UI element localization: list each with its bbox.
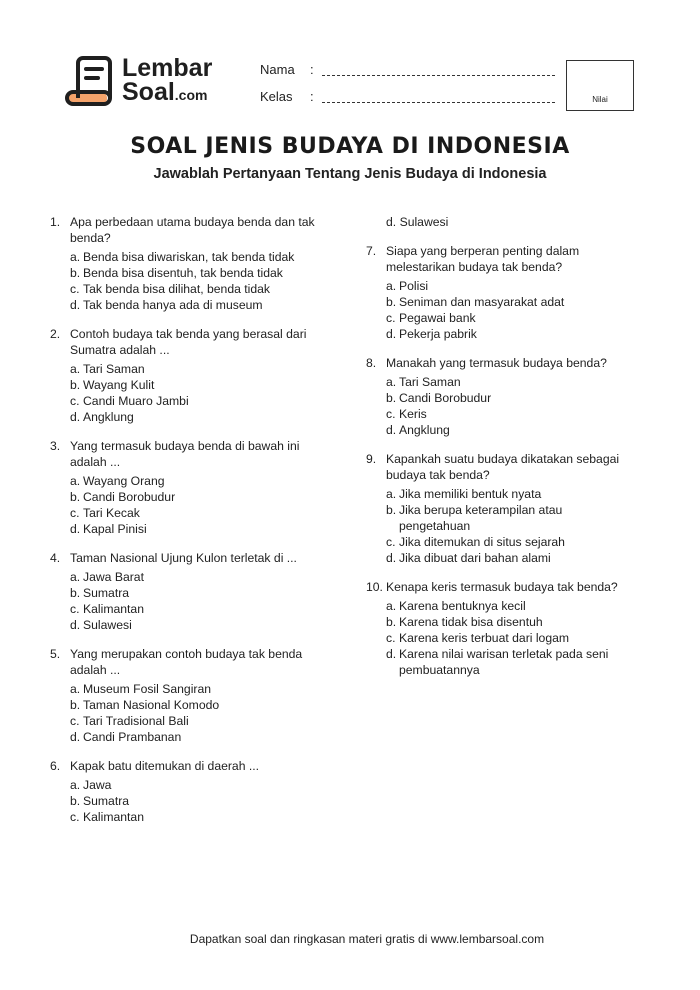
answer-option[interactable]: [70, 793, 320, 809]
option-text: Angklung: [83, 410, 134, 424]
answer-option[interactable]: [386, 326, 631, 342]
question-stem: [50, 646, 320, 678]
answer-option[interactable]: [70, 265, 320, 281]
option-letter: c.: [70, 506, 80, 520]
answer-option[interactable]: [70, 489, 320, 505]
answer-option[interactable]: [386, 550, 631, 566]
answer-options: [70, 777, 320, 825]
answer-option[interactable]: [70, 713, 320, 729]
option-letter: a.: [386, 375, 397, 389]
answer-option[interactable]: [386, 598, 631, 614]
question-number: 10.: [366, 580, 383, 594]
question-number: 1.: [50, 215, 61, 229]
option-letter: a.: [386, 279, 397, 293]
option-text: Pekerja pabrik: [399, 327, 477, 341]
option-letter: a.: [386, 599, 397, 613]
question-text: Taman Nasional Ujung Kulon terletak di ...: [70, 551, 297, 565]
option-letter: b.: [70, 586, 81, 600]
option-text: Angklung: [399, 423, 450, 437]
answer-option[interactable]: [386, 390, 631, 406]
answer-options: [386, 374, 631, 438]
option-text: Sulawesi: [83, 618, 132, 632]
option-text: Benda bisa disentuh, tak benda tidak: [83, 266, 283, 280]
question-stem: [50, 550, 320, 566]
question-number: 9.: [366, 452, 377, 466]
answer-options: [386, 278, 631, 342]
option-text: Jika dibuat dari bahan alami: [399, 551, 551, 565]
option-text: Tak benda bisa dilihat, benda tidak: [83, 282, 271, 296]
option-text: Jika ditemukan di situs sejarah: [399, 535, 565, 549]
question-number: 8.: [366, 356, 377, 370]
lembarsoal-logo: [64, 54, 224, 110]
option-text: Benda bisa diwariskan, tak benda tidak: [83, 250, 295, 264]
option-text: Karena bentuknya kecil: [399, 599, 526, 613]
student-info-fields: [260, 62, 555, 116]
answer-option[interactable]: [386, 534, 631, 550]
question-item: [50, 758, 320, 825]
option-letter: d.: [386, 551, 397, 565]
question-text: Apa perbedaan utama budaya benda dan tak benda?: [70, 215, 315, 245]
question-item: [50, 214, 320, 313]
option-text: Tari Kecak: [83, 506, 140, 520]
question-text: Kapak batu ditemukan di daerah ...: [70, 759, 260, 773]
option-letter: d.: [70, 410, 81, 424]
answer-option[interactable]: [386, 310, 631, 326]
option-text: Wayang Orang: [83, 474, 165, 488]
answer-option[interactable]: [70, 777, 320, 793]
option-text: Polisi: [399, 279, 429, 293]
question-stem: [366, 243, 631, 275]
page-title: SOAL JENIS BUDAYA DI INDONESIA: [130, 134, 570, 159]
option-text: Kalimantan: [83, 810, 144, 824]
logo-wordmark: [122, 56, 212, 107]
questions-right-column: [366, 214, 631, 691]
question-stem: [50, 758, 320, 774]
question-item: [50, 326, 320, 425]
option-letter: b.: [386, 615, 397, 629]
answer-option[interactable]: [386, 630, 631, 646]
option-text: Keris: [399, 407, 427, 421]
option-letter: c.: [70, 282, 80, 296]
option-letter: b.: [70, 266, 81, 280]
option-text: Jika memiliki bentuk nyata: [399, 487, 542, 501]
option-text: Tak benda hanya ada di museum: [83, 298, 263, 312]
option-letter: a.: [386, 487, 397, 501]
option-letter: b.: [386, 503, 397, 517]
answer-option[interactable]: [386, 502, 631, 534]
answer-option[interactable]: [70, 601, 320, 617]
option-text: Pegawai bank: [399, 311, 476, 325]
question-text: Yang termasuk budaya benda di bawah ini adalah ...: [70, 439, 300, 469]
answer-option[interactable]: [70, 473, 320, 489]
option-letter: b.: [70, 490, 81, 504]
answer-option[interactable]: [70, 377, 320, 393]
question-stem: [50, 438, 320, 470]
answer-options: [70, 249, 320, 313]
answer-options: [386, 598, 631, 678]
question-item: [366, 243, 631, 342]
class-colon: :: [310, 89, 314, 104]
option-text: Tari Tradisional Bali: [83, 714, 189, 728]
question-text: Siapa yang berperan penting dalam melestarikan budaya tak benda?: [386, 244, 580, 274]
option-text: Karena keris terbuat dari logam: [399, 631, 570, 645]
option-text: Karena nilai warisan terletak pada seni pembuatannya: [399, 647, 609, 677]
answer-option[interactable]: [70, 569, 320, 585]
option-text: Tari Saman: [399, 375, 461, 389]
option-letter: a.: [70, 474, 81, 488]
option-text: Karena tidak bisa disentuh: [399, 615, 543, 629]
option-text: Museum Fosil Sangiran: [83, 682, 212, 696]
option-letter: d.: [386, 647, 397, 661]
answer-option[interactable]: [70, 281, 320, 297]
answer-option[interactable]: [70, 585, 320, 601]
answer-option[interactable]: [70, 521, 320, 537]
question-item: [50, 646, 320, 745]
option-letter: b.: [386, 391, 397, 405]
question-text: Contoh budaya tak benda yang berasal dari Sumatra adalah ...: [70, 327, 307, 357]
question-stem: [366, 579, 631, 595]
option-letter: a.: [70, 250, 81, 264]
option-text: Candi Prambanan: [83, 730, 182, 744]
name-blank-line[interactable]: [322, 75, 555, 76]
logo-line1: Lembar: [122, 54, 213, 82]
option-letter: d.: [386, 327, 397, 341]
option-text: Candi Muaro Jambi: [83, 394, 189, 408]
question-text: Kenapa keris termasuk budaya tak benda?: [386, 580, 618, 594]
answer-option[interactable]: [70, 729, 320, 745]
answer-option[interactable]: [386, 614, 631, 630]
question-stem: [50, 214, 320, 246]
question-number: 3.: [50, 439, 61, 453]
answer-option[interactable]: [70, 809, 320, 825]
option-letter: c.: [386, 631, 396, 645]
answer-option[interactable]: [386, 422, 631, 438]
option-text: Kapal Pinisi: [83, 522, 147, 536]
question-stem: [366, 355, 631, 371]
option-letter: a.: [70, 778, 81, 792]
option-letter: d.: [70, 730, 81, 744]
answer-option[interactable]: [70, 681, 320, 697]
option-letter: d.: [70, 522, 81, 536]
option-text: Seniman dan masyarakat adat: [399, 295, 565, 309]
answer-option[interactable]: [386, 486, 631, 502]
paper-scroll-icon: [64, 54, 116, 108]
option-text: Candi Borobudur: [399, 391, 492, 405]
option-letter: d.: [70, 618, 81, 632]
name-colon: :: [310, 62, 314, 77]
name-field[interactable]: [260, 62, 555, 89]
answer-options: [386, 486, 631, 566]
question-stem: [366, 451, 631, 483]
answer-options: [70, 681, 320, 745]
answer-option[interactable]: [70, 249, 320, 265]
answer-option[interactable]: [70, 617, 320, 633]
name-label: Nama: [260, 62, 295, 77]
question-text: Yang merupakan contoh budaya tak benda adalah ...: [70, 647, 303, 677]
option-letter: d.: [386, 215, 397, 229]
answer-option[interactable]: [70, 697, 320, 713]
question-item: [50, 550, 320, 633]
answer-options: [70, 569, 320, 633]
option-text: Sumatra: [83, 794, 130, 808]
question-item: [366, 451, 631, 566]
option-text: Jawa: [83, 778, 112, 792]
answer-options: [70, 473, 320, 537]
option-text: Tari Saman: [83, 362, 145, 376]
question-item: [366, 355, 631, 438]
answer-option[interactable]: [386, 646, 631, 678]
option-letter: a.: [70, 570, 81, 584]
answer-option[interactable]: [386, 294, 631, 310]
option-letter: b.: [70, 698, 81, 712]
option-text: Taman Nasional Komodo: [83, 698, 220, 712]
option-text: Jika berupa keterampilan atau pengetahuan: [399, 503, 563, 533]
question-number: 6.: [50, 759, 61, 773]
continued-answer-option[interactable]: [386, 214, 631, 230]
answer-option[interactable]: [70, 361, 320, 377]
class-blank-line[interactable]: [322, 102, 555, 103]
option-letter: a.: [70, 362, 81, 376]
logo-suffix: .com: [174, 87, 208, 103]
option-letter: c.: [70, 810, 80, 824]
question-stem: [50, 326, 320, 358]
option-letter: c.: [70, 602, 80, 616]
question-item: [50, 438, 320, 537]
question-number: 2.: [50, 327, 61, 341]
option-letter: b.: [386, 295, 397, 309]
question-text: Manakah yang termasuk budaya benda?: [386, 356, 607, 370]
option-text: Sumatra: [83, 586, 130, 600]
question-number: 5.: [50, 647, 61, 661]
option-letter: c.: [386, 311, 396, 325]
option-text: Jawa Barat: [83, 570, 144, 584]
option-text: Kalimantan: [83, 602, 144, 616]
answer-option[interactable]: [70, 505, 320, 521]
question-item: [366, 579, 631, 678]
option-letter: a.: [70, 682, 81, 696]
class-label: Kelas: [260, 89, 293, 104]
logo-line2: Soal: [122, 78, 175, 106]
answer-option[interactable]: [70, 409, 320, 425]
option-letter: d.: [70, 298, 81, 312]
score-box[interactable]: [566, 60, 634, 111]
option-letter: c.: [70, 394, 80, 408]
option-text: Sulawesi: [399, 215, 449, 229]
score-label: Nilai: [592, 95, 608, 104]
question-number: 4.: [50, 551, 61, 565]
option-text: Candi Borobudur: [83, 490, 176, 504]
option-letter: c.: [70, 714, 80, 728]
class-field[interactable]: [260, 89, 555, 116]
answer-option[interactable]: [386, 406, 631, 422]
footer-note: Dapatkan soal dan ringkasan materi gratis di www.lembarsoal.com: [189, 932, 545, 946]
question-number: 7.: [366, 244, 377, 258]
answer-options: [70, 361, 320, 425]
answer-option[interactable]: [386, 374, 631, 390]
answer-option[interactable]: [70, 297, 320, 313]
option-letter: b.: [70, 794, 81, 808]
answer-option[interactable]: [70, 393, 320, 409]
option-letter: b.: [70, 378, 81, 392]
question-text: Kapankah suatu budaya dikatakan sebagai budaya tak benda?: [386, 452, 620, 482]
option-text: Wayang Kulit: [83, 378, 155, 392]
answer-option[interactable]: [386, 278, 631, 294]
option-letter: c.: [386, 407, 396, 421]
option-letter: d.: [386, 423, 397, 437]
questions-left-column: [50, 214, 320, 838]
page-subtitle: Jawablah Pertanyaan Tentang Jenis Budaya di Indonesia: [153, 166, 547, 182]
option-letter: c.: [386, 535, 396, 549]
